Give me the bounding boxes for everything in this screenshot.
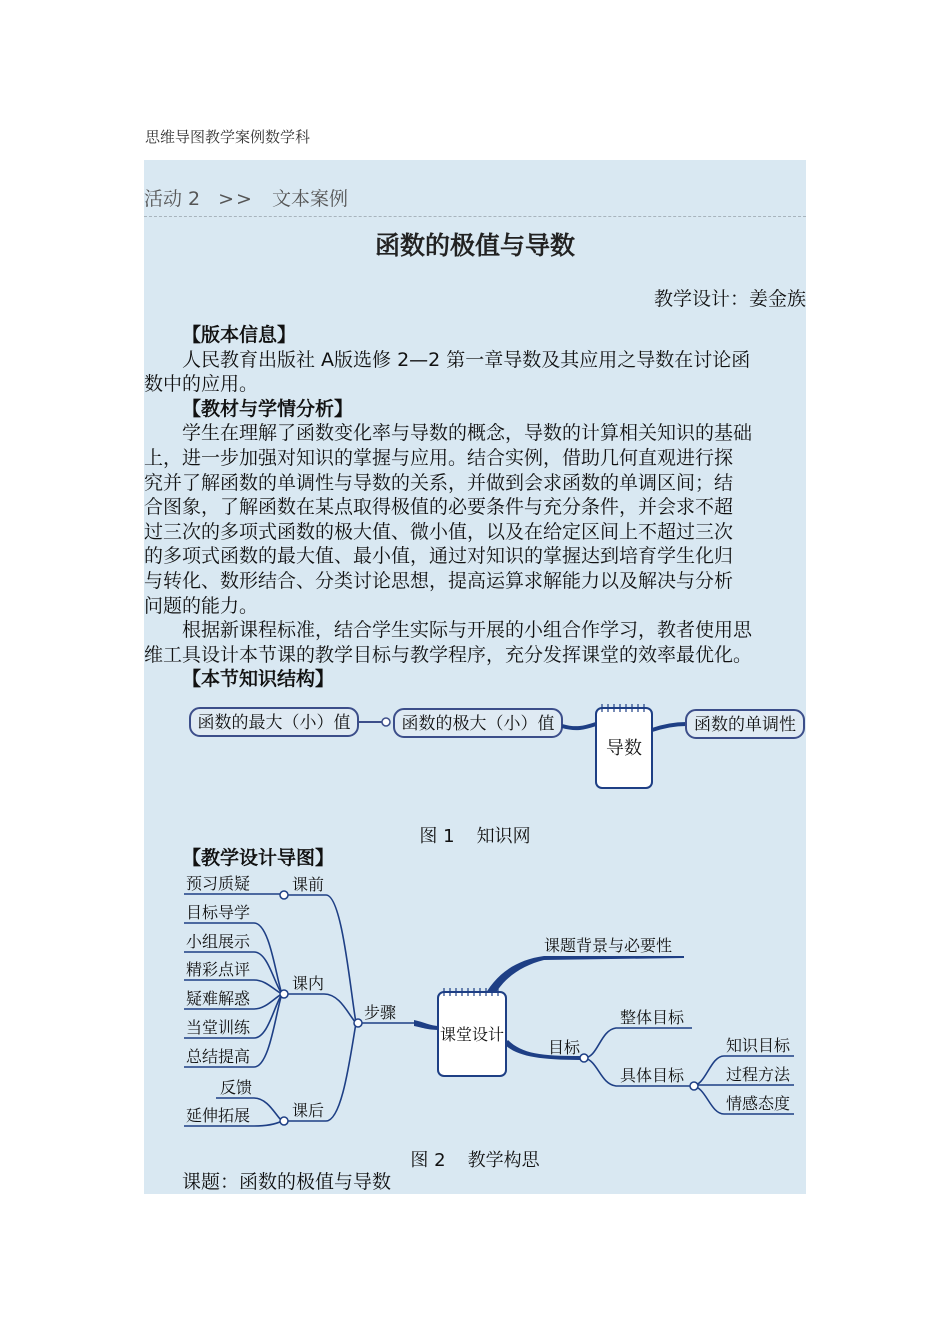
label-steps: 步骤 xyxy=(364,1003,397,1022)
activity-label: 活动 2 xyxy=(144,188,201,210)
design-line: 维工具设计本节课的教学目标与教学程序，充分发挥课堂的效率最优化。 xyxy=(144,643,753,666)
figure1-caption-num: 图 1 xyxy=(419,826,455,847)
figure2-caption xyxy=(144,1146,806,1172)
analysis-line: 究并了解函数的单调性与导数的关系，并做到会求函数的单调区间；结 xyxy=(144,471,734,494)
activity-separator: >> xyxy=(218,188,254,210)
version-section xyxy=(144,323,806,692)
label-center: 课堂设计 xyxy=(439,1025,505,1044)
node-max-min-label: 函数的最大（小）值 xyxy=(197,713,351,733)
label-specific-item: 情感态度 xyxy=(726,1094,791,1113)
version-heading: 【版本信息】 xyxy=(182,324,297,346)
analysis-line: 过三次的多项式函数的极大值、微小值，以及在给定区间上不超过三次 xyxy=(144,520,734,543)
lesson-topic: 课题：函数的极值与导数 xyxy=(182,1171,392,1193)
label-in-item: 疑难解惑 xyxy=(186,989,251,1008)
connector-center-background xyxy=(482,956,684,1004)
label-in-item: 精彩点评 xyxy=(186,960,251,979)
label-specific-goal: 具体目标 xyxy=(620,1066,685,1085)
figure2-caption-num: 图 2 xyxy=(410,1150,446,1171)
document-title: 思维导图教学案例数学科 xyxy=(145,128,311,146)
mindmap-section xyxy=(144,846,806,871)
label-in-item: 目标导学 xyxy=(186,903,251,922)
analysis-line: 合图象，了解函数在某点取得极值的必要条件与充分条件，并会求不超 xyxy=(144,496,734,519)
figure1-caption xyxy=(144,822,806,848)
label-background: 课题背景与必要性 xyxy=(544,936,673,955)
structure-heading: 【本节知识结构】 xyxy=(182,668,335,691)
mindmap-heading: 【教学设计导图】 xyxy=(182,847,335,869)
label-specific-item: 过程方法 xyxy=(726,1065,791,1084)
content-panel xyxy=(144,160,806,1194)
junction-specific xyxy=(690,1082,698,1090)
link-2 xyxy=(562,724,596,728)
label-after-class: 课后 xyxy=(292,1101,325,1120)
link-1-dot xyxy=(382,718,390,726)
main-title: 函数的极值与导数 xyxy=(374,231,575,260)
label-in-item: 小组展示 xyxy=(186,932,251,951)
author-line: 教学设计：姜金族 xyxy=(653,288,806,310)
figure1-knowledge-map xyxy=(144,698,806,802)
version-line: 数中的应用。 xyxy=(144,373,259,396)
dashed-divider xyxy=(144,216,806,217)
junction-pre xyxy=(280,891,288,899)
node-derivative-label: 导数 xyxy=(606,738,642,759)
figure1-caption-text: 知识网 xyxy=(476,826,531,847)
label-after-item: 延伸拓展 xyxy=(186,1106,251,1125)
node-extreme-label: 函数的极大（小）值 xyxy=(401,714,555,734)
figure2-caption-text: 教学构思 xyxy=(467,1150,540,1171)
analysis-line: 学生在理解了函数变化率与导数的概念，导数的计算相关知识的基础 xyxy=(182,422,753,445)
label-goals: 目标 xyxy=(548,1038,581,1057)
label-after-item: 反馈 xyxy=(220,1078,253,1097)
label-in-item: 总结提高 xyxy=(186,1047,251,1066)
label-specific-item: 知识目标 xyxy=(726,1036,791,1055)
analysis-line: 问题的能力。 xyxy=(144,594,259,617)
analysis-line: 上，进一步加强对知识的掌握与应用。结合实例，借助几何直观进行探 xyxy=(144,446,734,469)
label-overall-goal: 整体目标 xyxy=(620,1008,685,1027)
analysis-line: 的多项式函数的最大值、最小值，通过对知识的掌握达到培育学生化归 xyxy=(144,545,734,568)
node-monotonicity-label: 函数的单调性 xyxy=(694,715,796,735)
connector-steps-center xyxy=(414,1020,440,1030)
activity-header xyxy=(144,184,348,211)
link-3 xyxy=(652,724,686,730)
junction-in xyxy=(280,990,288,998)
analysis-heading: 【教材与学情分析】 xyxy=(182,397,354,420)
junction-goals xyxy=(580,1054,588,1062)
figure2-teaching-mindmap xyxy=(144,868,806,1142)
analysis-line: 与转化、数形结合、分类讨论思想，提高运算求解能力以及解决与分析 xyxy=(144,569,734,592)
lesson-topic-section xyxy=(144,1170,806,1195)
label-pre-class: 课前 xyxy=(292,875,325,894)
label-pre-item: 预习质疑 xyxy=(186,874,251,893)
version-line: 人民教育出版社 A版选修 2—2 第一章导数及其应用之导数在讨论函 xyxy=(182,348,751,371)
label-in-class: 课内 xyxy=(292,974,325,993)
junction-steps xyxy=(354,1019,362,1027)
junction-after xyxy=(280,1117,288,1125)
activity-section: 文本案例 xyxy=(271,188,348,210)
design-line: 根据新课程标准，结合学生实际与开展的小组合作学习，教者使用思 xyxy=(182,619,753,642)
label-in-item: 当堂训练 xyxy=(186,1018,251,1037)
